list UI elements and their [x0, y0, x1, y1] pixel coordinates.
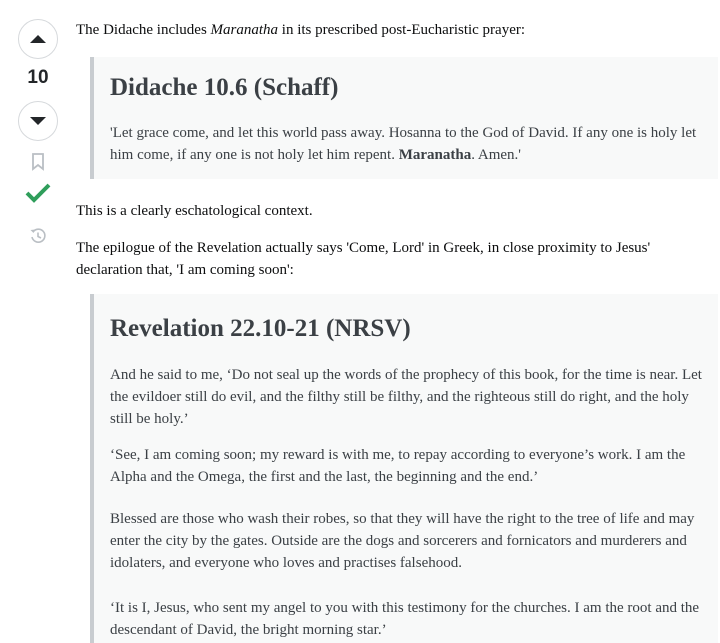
- eschatological-paragraph: This is a clearly eschatological context.: [76, 203, 313, 219]
- blockquote-heading: Revelation 22.10-21 (NRSV): [110, 315, 411, 342]
- blockquote-paragraph: Blessed are those who wash their robes, so that they will have the right to the tree of life and may enter the city by the gates. Outside are the dogs and sorcerers and fornicators and murderers and idolaters, and everyone who loves and practises falsehood.: [110, 511, 695, 571]
- epilogue-paragraph: The epilogue of the Revelation actually says 'Come, Lord' in Greek, in close proximity to Jesus' declaration that, 'I am coming soon':: [76, 240, 651, 278]
- maranatha-emphasis: Maranatha: [210, 22, 279, 38]
- maranatha-bold: Maranatha: [398, 147, 472, 163]
- bookmark-icon: [31, 153, 45, 171]
- intro-text-end: in its prescribed post-Eucharistic prayer:: [278, 22, 526, 38]
- arrow-down-icon: [29, 116, 47, 126]
- intro-paragraph: [76, 19, 716, 41]
- quote-text-end: . Amen.': [471, 147, 521, 163]
- quote-text: 'Let grace come, and let this world pass away. Hosanna to the God of David. If any one is holy let him come, if any one is not holy let him repent.: [110, 125, 697, 163]
- blockquote-text: [110, 122, 712, 166]
- didache-blockquote: [90, 57, 718, 179]
- blockquote-heading: Didache 10.6 (Schaff): [110, 74, 339, 101]
- blockquote-paragraph: ‘See, I am coming soon; my reward is with me, to repay according to everyone’s work. I am the Alpha and the Omega, the first and the last, the beginning and the end.’: [110, 447, 686, 485]
- downvote-button[interactable]: [18, 101, 58, 141]
- history-icon: [29, 227, 47, 245]
- checkmark-icon: [25, 182, 51, 204]
- intro-text: The Didache includes: [76, 22, 211, 38]
- upvote-button[interactable]: [18, 19, 58, 59]
- vote-score: 10: [27, 67, 49, 88]
- arrow-up-icon: [29, 34, 47, 44]
- blockquote-paragraph: And he said to me, ‘Do not seal up the words of the prophecy of this book, for the time is near. Let the evildoer still do evil, and the filthy still be filthy, and the righteous still do right, and the holy still be holy.’: [110, 367, 702, 427]
- timeline-button[interactable]: [28, 226, 48, 246]
- blockquote-paragraph: ‘It is I, Jesus, who sent my angel to you with this testimony for the churches. I am the root and the descendant of David, the bright morning star.’: [110, 600, 700, 638]
- accepted-answer-checkmark: [25, 180, 51, 206]
- revelation-blockquote: [90, 294, 718, 643]
- bookmark-button[interactable]: [28, 152, 48, 172]
